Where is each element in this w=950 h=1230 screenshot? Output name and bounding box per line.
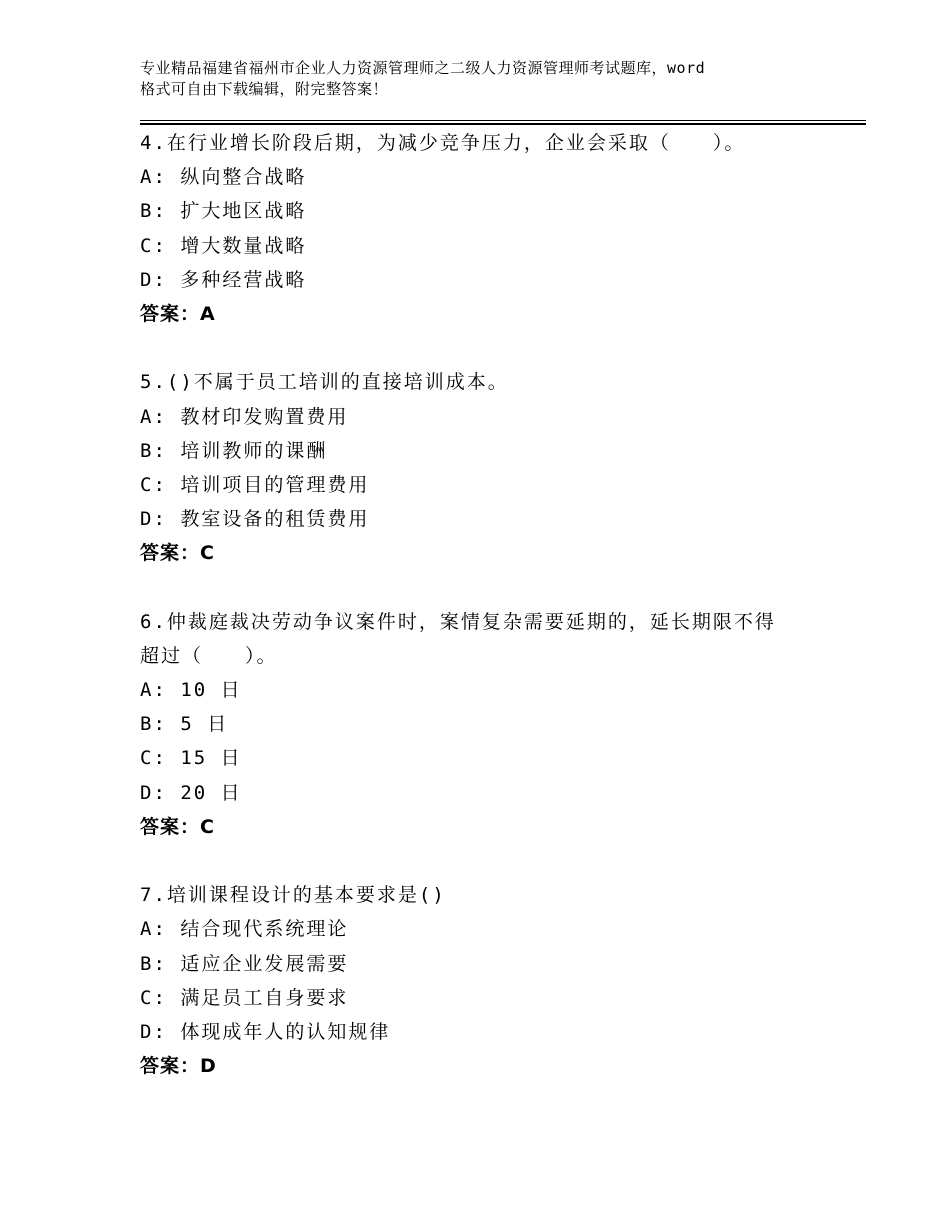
option-d: D: 体现成年人的认知规律 bbox=[140, 1020, 391, 1043]
option-b: B: 扩大地区战略 bbox=[140, 200, 307, 223]
header-divider-thick bbox=[140, 123, 866, 125]
question-7 bbox=[140, 878, 840, 1083]
spacer bbox=[140, 570, 840, 604]
option-d: D: 20 日 bbox=[140, 781, 242, 804]
question-stem: 7.培训课程设计的基本要求是() bbox=[140, 884, 446, 907]
header-line-2: 格式可自由下载编辑，附完整答案！ bbox=[140, 80, 389, 98]
option-a: A: 结合现代系统理论 bbox=[140, 918, 349, 941]
question-stem-line-1: 6.仲裁庭裁决劳动争议案件时，案情复杂需要延期的，延长期限不得 bbox=[140, 610, 776, 633]
answer: 答案：C bbox=[140, 815, 215, 838]
question-5 bbox=[140, 365, 840, 570]
option-d: D: 教室设备的租赁费用 bbox=[140, 508, 370, 531]
option-c: C: 15 日 bbox=[140, 747, 242, 770]
question-stem: 5.()不属于员工培训的直接培训成本。 bbox=[140, 371, 509, 394]
question-stem-line-2: 超过（ ）。 bbox=[140, 644, 278, 667]
header-line-1: 专业精品福建省福州市企业人力资源管理师之二级人力资源管理师考试题库，word bbox=[140, 59, 706, 77]
question-list bbox=[140, 126, 840, 1083]
option-a: A: 教材印发购置费用 bbox=[140, 405, 349, 428]
option-b: B: 5 日 bbox=[140, 713, 229, 736]
option-a: A: 10 日 bbox=[140, 679, 242, 701]
document-header bbox=[140, 58, 840, 100]
spacer bbox=[140, 331, 840, 365]
answer: 答案：A bbox=[140, 302, 216, 325]
option-b: B: 培训教师的课酬 bbox=[140, 439, 328, 462]
option-b: B: 适应企业发展需要 bbox=[140, 952, 349, 975]
option-c: C: 满足员工自身要求 bbox=[140, 986, 349, 1009]
answer: 答案：D bbox=[140, 1055, 217, 1078]
option-c: C: 增大数量战略 bbox=[140, 234, 307, 257]
option-a: A: 纵向整合战略 bbox=[140, 166, 307, 189]
option-d: D: 多种经营战略 bbox=[140, 268, 307, 291]
question-6 bbox=[140, 605, 840, 844]
header-divider-thin bbox=[140, 120, 866, 121]
option-c: C: 培训项目的管理费用 bbox=[140, 473, 370, 496]
question-stem: 4.在行业增长阶段后期，为减少竞争压力，企业会采取（ ）。 bbox=[140, 132, 746, 154]
question-4 bbox=[140, 126, 840, 331]
spacer bbox=[140, 844, 840, 878]
answer: 答案：C bbox=[140, 542, 215, 565]
